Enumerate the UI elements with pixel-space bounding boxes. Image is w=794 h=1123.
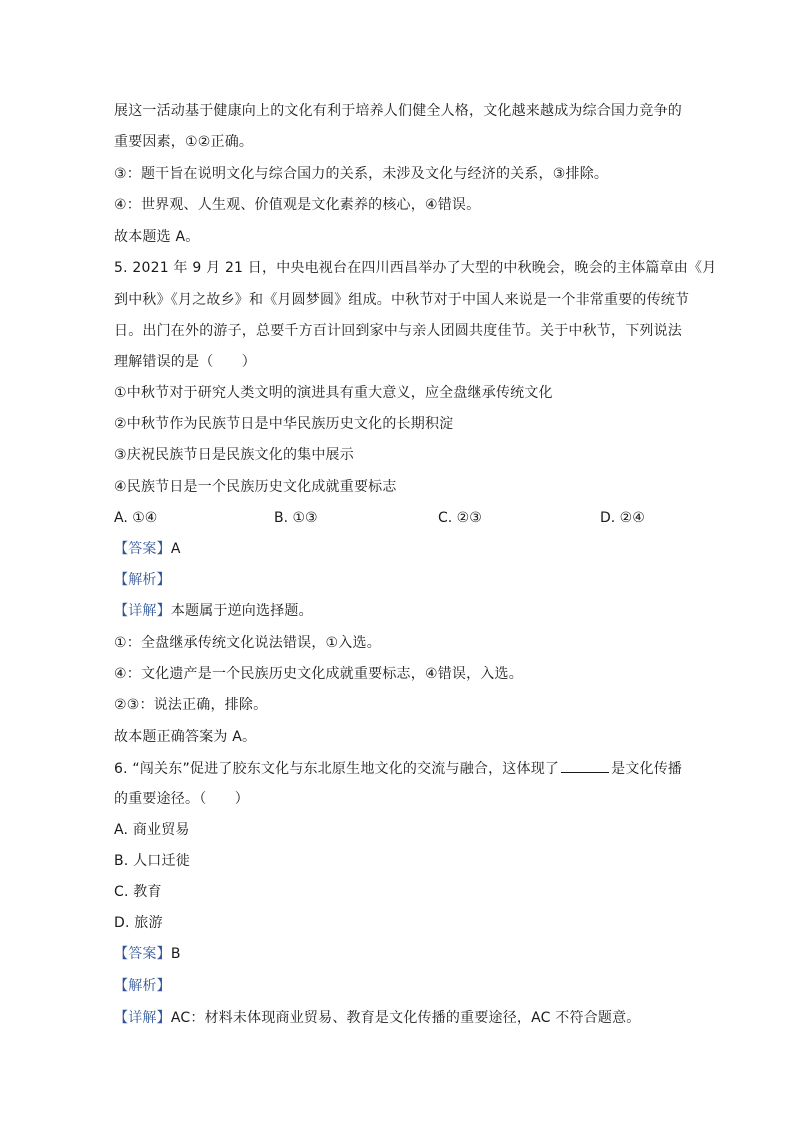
option-d: D. ②④ [600, 510, 645, 526]
text-line: ④：世界观、人生观、价值观是文化素养的核心，④错误。 [114, 197, 481, 213]
option-a: A. 商业贸易 [114, 822, 190, 838]
fill-blank [561, 758, 609, 773]
answer-value: A [170, 541, 181, 557]
detail-line: ④：文化遗产是一个民族历史文化成就重要标志，④错误，入选。 [114, 666, 523, 682]
detail-line [114, 601, 313, 621]
option-c: C. 教育 [114, 884, 162, 900]
answer-value: B [170, 946, 181, 962]
stem-part: 是文化传播 [611, 761, 683, 777]
option-b: B. ①③ [274, 510, 318, 526]
question-5-stem: 日。出门在外的游子，总要千方百计回到家中与亲人团圆共度佳节。关于中秋节，下列说法 [114, 323, 682, 339]
statement-item: ②中秋节作为民族节日是中华民族历史文化的长期积淀 [114, 416, 454, 432]
detail-line: 故本题正确答案为 A。 [114, 729, 257, 745]
answer-line [114, 539, 181, 559]
analysis-tag: 【解析】 [114, 978, 171, 994]
analysis-line [114, 976, 171, 996]
detail-line [114, 1008, 640, 1028]
text-line: 故本题选 A。 [114, 229, 200, 245]
text-line: ③：题干旨在说明文化与综合国力的关系，未涉及文化与经济的关系，③排除。 [114, 166, 609, 182]
stem-part: 6. “闯关东”促进了胶东文化与东北原生地文化的交流与融合，这体现了 [114, 761, 560, 777]
analysis-tag: 【解析】 [114, 572, 171, 588]
statement-item: ①中秋节对于研究人类文明的演进具有重大意义，应全盘继承传统文化 [114, 385, 553, 401]
text-line: 展这一活动基于健康向上的文化有利于培养人们健全人格，文化越来越成为综合国力竞争的 [114, 103, 682, 119]
option-b: B. 人口迁徙 [114, 853, 190, 869]
detail-tag: 【详解】 [114, 1010, 171, 1026]
detail-line: ②③：说法正确，排除。 [114, 697, 268, 713]
question-6-stem: 的重要途径。（ ） [114, 791, 249, 807]
detail-line: ①：全盘继承传统文化说法错误，①入选。 [114, 635, 381, 651]
question-5-stem: 到中秋》《月之故乡》和《月圆梦圆》组成。中秋节对于中国人来说是一个非常重要的传统节 [114, 292, 690, 308]
statement-item: ④民族节日是一个民族历史文化成就重要标志 [114, 479, 397, 495]
answer-line [114, 944, 181, 964]
answer-tag: 【答案】 [114, 946, 171, 962]
question-5-stem: 5. 2021 年 9 月 21 日，中央电视台在四川西昌举办了大型的中秋晚会，晚会的主体篇章由《月 [114, 260, 717, 276]
detail-text: 本题属于逆向选择题。 [170, 603, 313, 619]
option-d: D. 旅游 [114, 915, 163, 931]
option-a: A. ①④ [114, 510, 158, 526]
question-6-stem [114, 758, 682, 779]
statement-item: ③庆祝民族节日是民族文化的集中展示 [114, 447, 354, 463]
detail-tag: 【详解】 [114, 603, 171, 619]
analysis-line [114, 570, 171, 590]
option-c: C. ②③ [438, 510, 482, 526]
text-line: 重要因素，①②正确。 [114, 134, 254, 150]
question-5-stem: 理解错误的是（ ） [114, 354, 256, 370]
answer-tag: 【答案】 [114, 541, 171, 557]
detail-text: AC：材料未体现商业贸易、教育是文化传播的重要途径，AC 不符合题意。 [170, 1010, 641, 1026]
